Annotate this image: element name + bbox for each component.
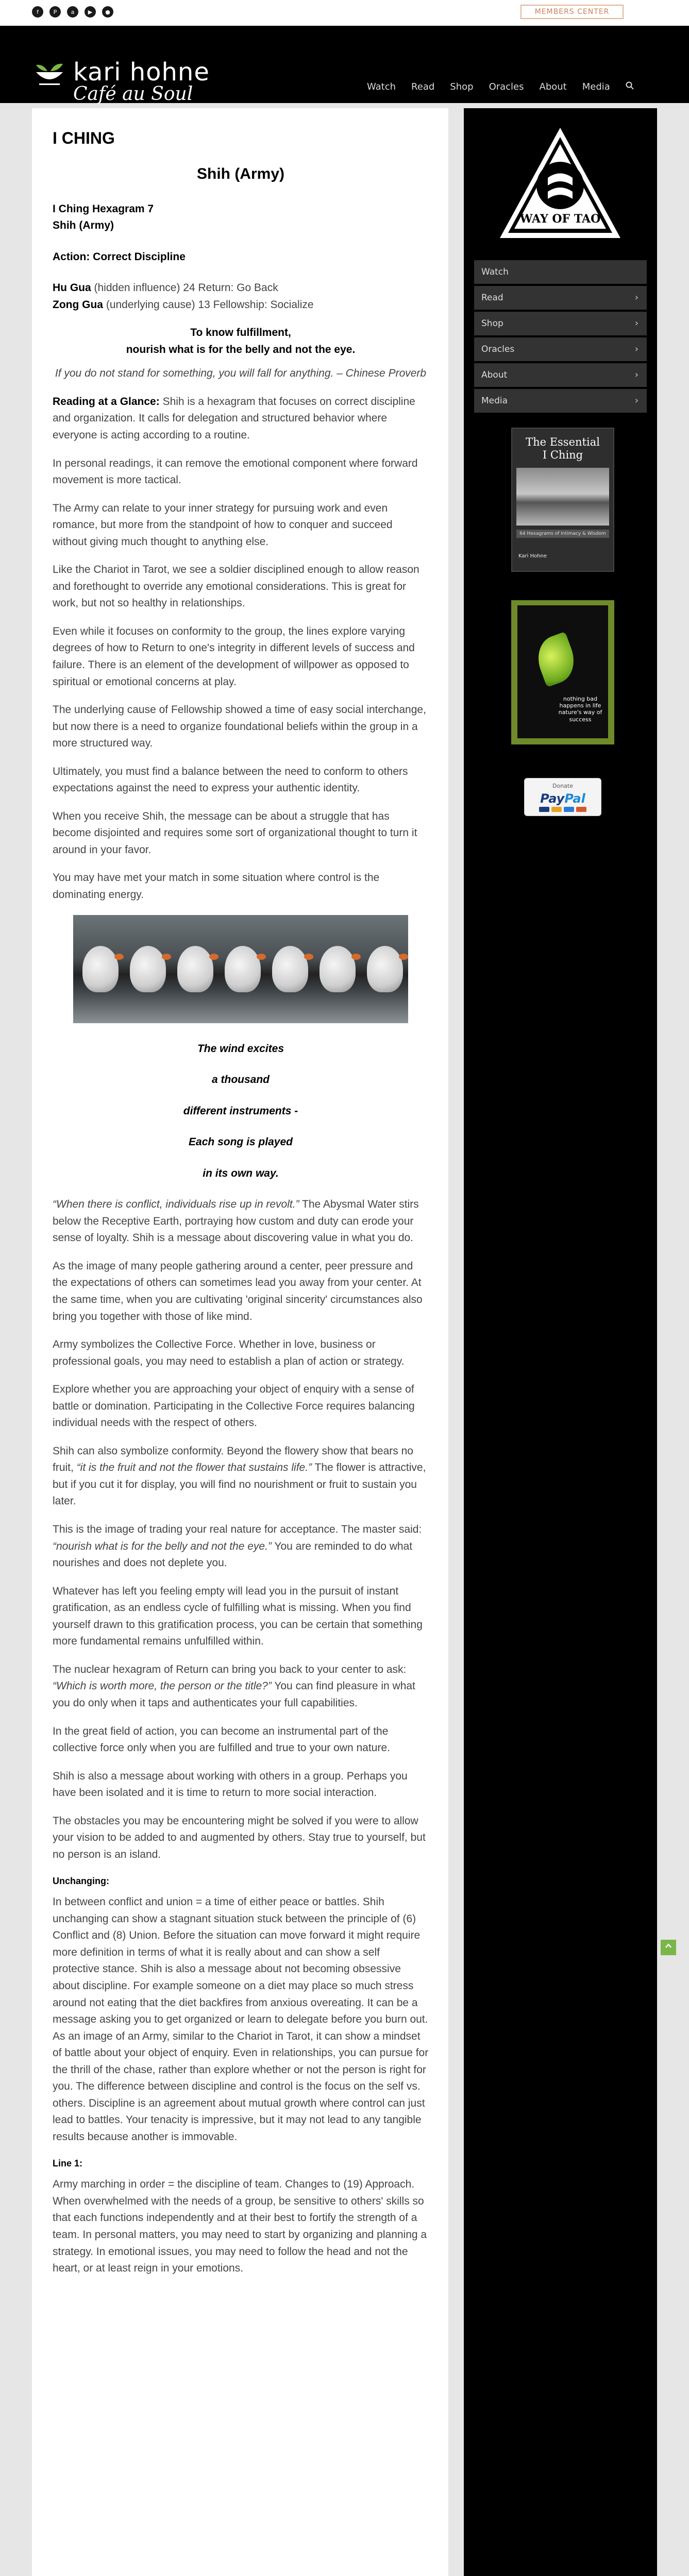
revolt-text: The Abysmal Water stirs below the Receptive Earth, portraying how custom and duty can erode your sense of loyalty. Shih is a message about discovering value in what you do.: [53, 1198, 419, 1244]
chevron-right-icon[interactable]: ›: [634, 369, 638, 380]
line1-heading: Line 1:: [53, 2158, 83, 2169]
paragraph-a3: Like the Chariot in Tarot, we see a soldier disciplined enough to allow reason and forethought to override any emotional considerations. This is great for work, but not so healthy in relationships.: [53, 564, 419, 609]
book-cover-image: [516, 468, 609, 526]
discover-icon: [576, 807, 586, 812]
chevron-right-icon[interactable]: ›: [634, 292, 638, 303]
main-nav: [367, 81, 634, 92]
glance-label: Reading at a Glance:: [53, 395, 160, 408]
paragraph-b1: As the image of many people gathering around a center, peer pressure and the expectations of others can sometimes lead you away from your center. At the same time, when you are cultivating 'original sincerity' circumstances also bring you together with those of like mind.: [53, 1260, 423, 1323]
paragraph-c1: In the great field of action, you can become an instrumental part of the collective force only when you are fulfilled and true to your own nature.: [53, 1725, 390, 1754]
quote-line-1: To know fulfillment,: [190, 327, 291, 339]
top-bar: [0, 0, 689, 26]
paypal-logo: [525, 791, 601, 806]
nav-watch[interactable]: Watch: [367, 81, 396, 92]
chevron-right-icon[interactable]: ›: [634, 344, 638, 354]
paragraph-b2: Army symbolizes the Collective Force. Whether in love, business or professional goals, you may need to establish a plan of action or strategy.: [53, 1338, 405, 1367]
hu-gua-text: (hidden influence) 24 Return: Go Back: [91, 282, 278, 294]
poem-line: a thousand: [211, 1074, 270, 1086]
amazon-icon[interactable]: a: [67, 6, 78, 18]
pinterest-icon[interactable]: P: [49, 6, 61, 18]
poem-line: different instruments -: [183, 1105, 298, 1117]
book-title-line: I Ching: [542, 449, 583, 462]
chevron-right-icon[interactable]: ›: [634, 318, 638, 329]
paragraph-a7: When you receive Shih, the message can be about a struggle that has become disjointed and requires some sort of organizational thought to turn it around in your favor.: [53, 810, 417, 856]
hu-gua-line: [53, 280, 429, 297]
nuclear-quote: “Which is worth more, the person or the title?”: [53, 1680, 272, 1692]
site-header: [0, 26, 689, 103]
poem: [53, 1041, 429, 1182]
nuclear-pre: The nuclear hexagram of Return can bring you back to your center to ask:: [53, 1663, 407, 1675]
chevron-right-icon[interactable]: ›: [634, 395, 638, 406]
hu-gua-label: Hu Gua: [53, 282, 91, 294]
chevron-up-icon: [665, 1942, 672, 1950]
paypal-text: Pay: [540, 791, 565, 806]
trading-post: You are reminded to do what nourishes and does not deplete you.: [53, 1540, 413, 1569]
glance-paragraph: [53, 394, 429, 444]
trading-pre: This is the image of trading your real nature for acceptance. The master said:: [53, 1523, 422, 1536]
book-title: [512, 436, 613, 462]
visa-icon: [539, 807, 549, 812]
sidebar-item-label: About: [481, 370, 508, 380]
paypal-text: Pal: [564, 791, 585, 806]
flower-paragraph: [53, 1443, 429, 1510]
trading-quote: “nourish what is for the belly and not the eye.”: [53, 1540, 272, 1552]
sidebar-item-oracles[interactable]: [474, 337, 647, 363]
flower-quote: “it is the fruit and not the flower that sustains life.”: [76, 1462, 312, 1474]
paragraph-a2: The Army can relate to your inner strategy for pursuing work and even romance, but more from the standpoint of how to conquer and succeed without giving much thought to anything else.: [53, 502, 393, 548]
paragraph-c2: Shih is also a message about working with others in a group. Perhaps you have been isolated and it is time to return to more social interaction.: [53, 1770, 408, 1799]
hexagram-action: Action: Correct Discipline: [53, 250, 186, 263]
unchanging-heading: Unchanging:: [53, 1876, 109, 1887]
hexagram-name: Shih (Army): [53, 219, 114, 232]
paragraph-a8: You may have met your match in some situation where control is the dominating energy.: [53, 872, 380, 901]
sidebar-item-watch[interactable]: [474, 260, 647, 286]
page-title: I CHING: [53, 129, 115, 147]
chinese-proverb: If you do not stand for something, you will fall for anything. – Chinese Proverb: [55, 367, 427, 380]
search-icon[interactable]: [626, 81, 634, 92]
hexagram-number: I Ching Hexagram 7: [53, 202, 154, 215]
sidebar-item-label: Oracles: [481, 344, 515, 354]
sidebar-item-label: Watch: [481, 267, 509, 277]
sidebar-item-shop[interactable]: [474, 312, 647, 337]
amex-icon: [564, 807, 574, 812]
paragraph-a5: The underlying cause of Fellowship showed a time of easy social interchange, but now there is a need to organize foundational beliefs within the group in a more structured way.: [53, 704, 426, 750]
scroll-to-top-button[interactable]: [661, 1940, 676, 1955]
nav-read[interactable]: Read: [411, 81, 435, 92]
glance-text: Shih is a hexagram that focuses on correct discipline and organization. It calls for delegation and structured behavior where everyone is acting according to a routine.: [53, 395, 415, 441]
poem-line: in its own way.: [203, 1167, 279, 1179]
book-text-line: happens in life: [559, 702, 601, 709]
book-cover: [517, 605, 608, 738]
apple-icon[interactable]: ●: [102, 6, 113, 18]
nav-shop[interactable]: Shop: [450, 81, 474, 92]
paragraph-a6: Ultimately, you must find a balance between the need to conform to others expectations against the need to express your authentic identity.: [53, 765, 408, 794]
members-center-button[interactable]: MEMBERS CENTER: [520, 5, 624, 19]
unchanging-paragraph: In between conflict and union = a time of either peace or battles. Shih unchanging can show a stagnant situation stuck between the principle of (6) Conflict and (8) Union. Before the situation can move forward it might require more definition in terms of what it is really about and can show a self protective stance. Shih is also a message about not becoming obsessive about discipline. For example someone on a diet may place so much stress around not eating that the diet backfires from anxious overeating. It can be a message asking you to get organized or learn to delegate before you burn out. As an image of an Army, similar to the Chariot in Tarot, it can show a mindset of battle about your object of enquiry. Even in relationships, you can pursue for the thrill of the chase, rather than explore whether or not the person is right for you. The difference between discipline and control is the focus on the self vs. others. Discipline is an agreement about mutual growth where control can just lead to battles. Your tenacity is impressive, but it may not lead to any tangible results because another is immovable.: [53, 1896, 429, 2143]
way-of-tao-logo[interactable]: [496, 124, 625, 242]
nothing-bad-happens-book[interactable]: [511, 600, 614, 744]
line1-paragraph: Army marching in order = the discipline of team. Changes to (19) Approach. When overwhelmed with the needs of a group, be sensitive to others' skills so that each functions independently and at their best to fortify the strength of a team. In personal matters, you may need to start by organizing and planning a strategy. In emotional issues, you may need to follow the head and not the heart, or at least reign in your emotions.: [53, 2178, 427, 2275]
quote-line-2: nourish what is for the belly and not the eye.: [126, 343, 356, 355]
paragraph-a4: Even while it focuses on conformity to the group, the lines explore varying degrees of how to Return to one's integrity in different levels of success and failure. There is an element of the development of willpower as opposed to spiritual or emotional concerns at play.: [53, 625, 415, 688]
youtube-icon[interactable]: ▶: [85, 6, 96, 18]
paragraph-c3: The obstacles you may be encountering might be solved if you were to allow your vision to be added to and augmented by others. Stay true to yourself, but no person is an island.: [53, 1815, 426, 1860]
book-subtitle: 64 Hexagrams of Intimacy & Wisdom: [516, 530, 609, 538]
sidebar-item-label: Shop: [481, 318, 503, 329]
article-body: [53, 162, 429, 2289]
sidebar-item-label: Read: [481, 293, 503, 303]
flower-post: The flower is attractive, but if you cut it for display, you will find no nourishment or fruit to sustain you later.: [53, 1462, 426, 1507]
flower-pre: Shih can also symbolize conformity. Beyond the flowery show that bears no fruit,: [53, 1445, 413, 1474]
mastercard-icon: [551, 807, 562, 812]
nav-media[interactable]: Media: [582, 81, 610, 92]
pelicans-photo: [73, 915, 408, 1023]
book-text-line: nature's way of success: [558, 709, 602, 723]
book-text-line: nothing bad: [563, 696, 598, 702]
social-links: [32, 6, 113, 18]
nuclear-paragraph: [53, 1662, 429, 1712]
zong-gua-line: [53, 297, 429, 314]
zong-gua-label: Zong Gua: [53, 298, 103, 311]
card-icons: [525, 807, 601, 812]
nav-oracles[interactable]: Oracles: [489, 81, 524, 92]
zong-gua-text: (underlying cause) 13 Fellowship: Socialize: [103, 298, 314, 311]
nav-about[interactable]: About: [539, 81, 567, 92]
book-author: Kari Hohne: [518, 553, 547, 559]
donate-label: Donate: [552, 783, 573, 789]
nuclear-post: You can find pleasure in what you do only when it taps and authenticates your full capabilities.: [53, 1680, 415, 1709]
revolt-quote: “When there is conflict, individuals rise up in revolt.”: [53, 1198, 299, 1211]
revolt-paragraph: [53, 1196, 429, 1247]
poem-line: Each song is played: [189, 1136, 293, 1148]
sidebar-item-label: Media: [481, 396, 508, 406]
paypal-donate-button[interactable]: [524, 778, 601, 816]
sidebar-item-media[interactable]: [474, 389, 647, 415]
sidebar: [464, 108, 657, 2576]
paragraph-a1: In personal readings, it can remove the emotional component where forward movement is more tactical.: [53, 457, 418, 486]
sidebar-menu: [474, 260, 647, 415]
cup-logo-icon[interactable]: [32, 62, 67, 87]
site-logo-name[interactable]: kari hohne: [73, 58, 210, 87]
quote-block: [53, 325, 429, 358]
sidebar-item-about[interactable]: [474, 363, 647, 389]
facebook-icon[interactable]: f: [32, 6, 43, 18]
book-cover-text: [549, 696, 611, 723]
sidebar-item-read[interactable]: [474, 286, 647, 312]
essential-i-ching-book[interactable]: [511, 428, 614, 572]
empty-paragraph: Whatever has left you feeling empty will lead you in the pursuit of instant gratification, as an endless cycle of fulfilling what is missing. When you find yourself drawn to this gratification process, you can be certain that something more fundamental remains unfulfilled within.: [53, 1585, 423, 1648]
leaf-image: [531, 632, 581, 688]
paragraph-b3: Explore whether you are approaching your object of enquiry with a sense of battle or domination. Participating in the Collective Force requires balancing individual needs with the respect of others.: [53, 1383, 415, 1429]
poem-line: The wind excites: [197, 1042, 284, 1055]
main-content: [32, 108, 448, 2576]
site-logo-tagline: Café au Soul: [73, 83, 193, 105]
trading-paragraph: [53, 1521, 429, 1572]
book-title-line: The Essential: [526, 436, 600, 448]
hexagram-title: Shih (Army): [196, 165, 284, 182]
logo-text: WAY OF TAO: [519, 212, 601, 226]
